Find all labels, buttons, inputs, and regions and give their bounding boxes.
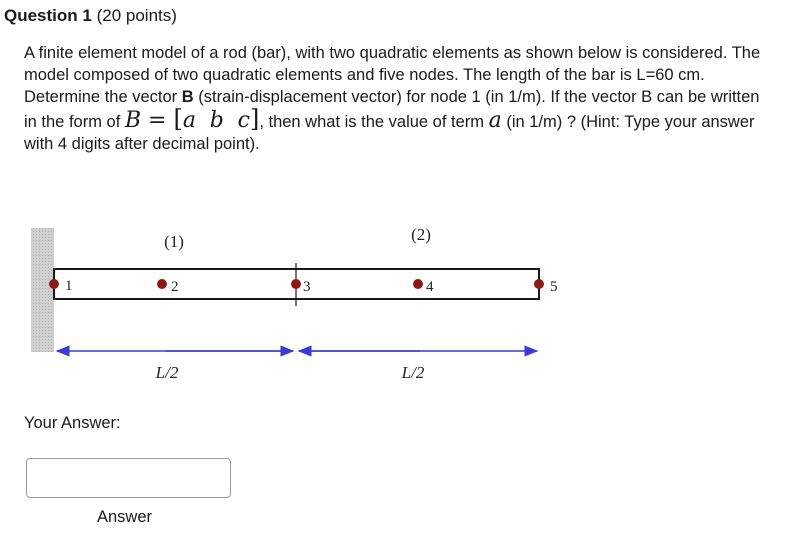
- node-label-5: 5: [550, 279, 558, 295]
- fixed-wall: [31, 228, 54, 352]
- node-4-dot: [413, 279, 423, 289]
- element-label-2: (2): [411, 225, 431, 244]
- node-1-dot: [49, 279, 59, 289]
- question-text-part-4: (in 1/m) ? (Hint: Type your answer with 4 digits after decimal point).: [24, 113, 755, 153]
- node-label-3: 3: [303, 279, 311, 295]
- math-bracket-close: ]: [249, 105, 260, 133]
- node-label-4: 4: [426, 279, 434, 295]
- dimension-label-1: L/2: [155, 363, 179, 382]
- answer-input[interactable]: [26, 458, 231, 498]
- node-5-dot: [534, 279, 544, 289]
- question-points: (20 points): [96, 6, 177, 25]
- question-text-bold-b: B: [181, 88, 194, 106]
- question-text-part-3: , then what is the value of term: [259, 113, 489, 131]
- math-bracket-open: [: [173, 105, 183, 133]
- math-b: b: [209, 108, 224, 133]
- dimension-label-2: L/2: [401, 363, 425, 382]
- math-a: a: [182, 108, 196, 133]
- element-label-1: (1): [164, 232, 184, 251]
- question-label: Question 1: [4, 6, 92, 25]
- answer-caption: Answer: [97, 508, 153, 526]
- node-label-1: 1: [65, 278, 73, 294]
- your-answer-label: Your Answer:: [24, 414, 121, 432]
- question-text-part-1: A finite element model of a rod (bar), with two quadratic elements as shown below is considered. The model composed of two quadratic elements and five nodes. The length of the bar is L=60 cm. Determine the vector: [24, 44, 761, 106]
- math-equals: =: [141, 108, 174, 133]
- node-label-2: 2: [171, 279, 179, 295]
- question-text-part-2: (strain-displacement vector) for node 1 (in 1/m). If the vector B can be written in the form of: [24, 88, 760, 131]
- math-c: c: [237, 108, 250, 133]
- math-term-a: a: [488, 108, 502, 133]
- math-b-vector: B: [124, 108, 142, 133]
- node-3-dot: [291, 279, 301, 289]
- node-2-dot: [157, 279, 167, 289]
